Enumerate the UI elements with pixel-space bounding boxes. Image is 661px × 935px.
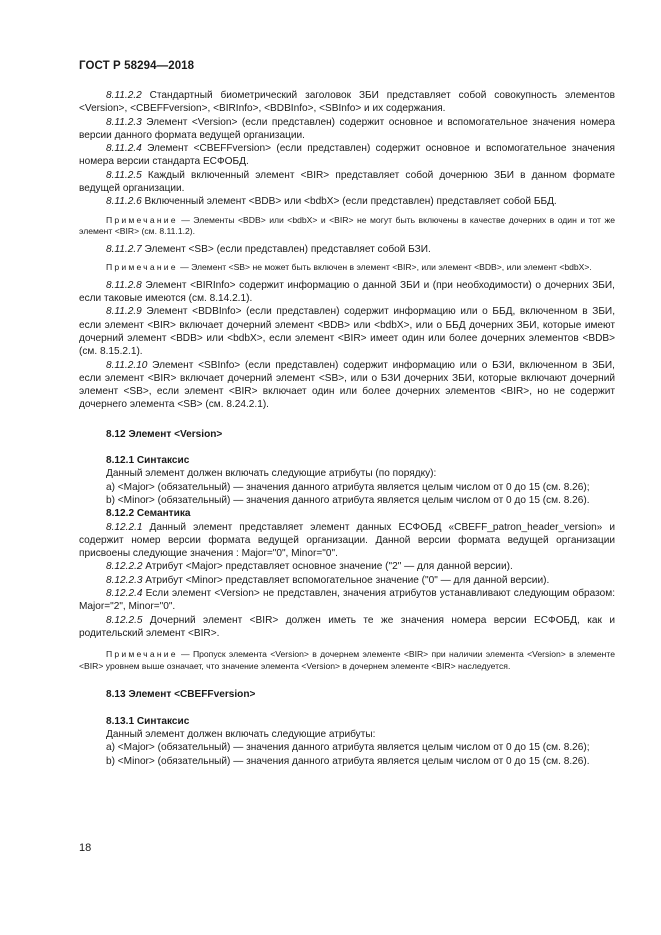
paragraph-8-11-2-3: 8.11.2.3 Элемент <Version> (если представлен) содержит основное и вспомогательное значения номера версии данного формата ведущей организации. [79, 116, 615, 141]
paragraph-8-11-2-8: 8.11.2.8 Элемент <BIRInfo> содержит информацию о данной ЗБИ и (при необходимости) о дочерних ЗБИ, если таковые имеются (см. 8.14.2.1). [79, 279, 615, 305]
section-title-8-13: 8.13 Элемент <CBEFFversion> [106, 689, 256, 701]
note-label: Примечание [106, 649, 178, 660]
page-number: 18 [79, 842, 92, 854]
section-title-8-12: 8.12 Элемент <Version> [106, 428, 223, 440]
paragraph-8-12-2-5: 8.12.2.5 Дочерний элемент <BIR> должен иметь те же значения номера версии ЕСФОБД, как и родительский элемент <BIR>. [79, 614, 615, 639]
subsection-title-8-12-1: 8.12.1 Синтаксис [106, 455, 190, 467]
attribute-minor-8-12: b) <Minor> (обязательный) — значения данного атрибута является целым числом от 0 до 15 (см. 8.26). [106, 494, 590, 506]
syntax-intro-8-12: Данный элемент должен включать следующие атрибуты (по порядку): [106, 468, 437, 480]
document-body [79, 89, 615, 768]
paragraph-8-11-2-6: 8.11.2.6 Включенный элемент <BDB> или <bdbX> (если представлен) представляет собой ББД. [106, 196, 557, 208]
paragraph-8-12-2-2: 8.12.2.2 Атрибут <Major> представляет основное значение ("2" — для данной версии). [106, 561, 513, 573]
subsection-title-8-13-1: 8.13.1 Синтаксис [106, 715, 190, 727]
attribute-major-8-13: a) <Major> (обязательный) — значения данного атрибута является целым числом от 0 до 15 (см. 8.26); [106, 742, 590, 754]
note-1: Примечание — Элементы <BDB> или <bdbX> и <BIR> не могут быть включены в качестве дочерних в один и тот же элемент <BIR> (см. 8.11.1.2). [79, 214, 615, 237]
paragraph-8-11-2-10: 8.11.2.10 Элемент <SBInfo> (если представлен) содержит информацию или о БЗИ, включенном в ЗБИ, если элемент <BIR> включает дочерний элемент <SB>, или о БЗИ дочерних ЗБИ, которые включают дочерний элемент <SB>, если элемент <BIR> включает один или более дочерних элементов <BIR>, но не содержит дочернего элемента <SB> (см. 8.24.2.1). [79, 359, 615, 411]
paragraph-8-11-2-7: 8.11.2.7 Элемент <SB> (если представлен) представляет собой БЗИ. [106, 243, 431, 255]
paragraph-8-11-2-2: 8.11.2.2 Стандартный биометрический заголовок ЗБИ представляет собой совокупность элементов <Version>, <CBEFFversion>, <BIRInfo>, <BDBInfo>, <SBInfo> и их содержания. [79, 90, 615, 115]
note-3: Примечание — Пропуск элемента <Version> в дочернем элементе <BIR> при наличии элемента <Version> в элементе <BIR> уровнем выше означает, что значение элемента <Version> в дочернем элементе <BIR> наследуется. [79, 649, 615, 671]
paragraph-8-12-2-1: 8.12.2.1 Данный элемент представляет элемент данных ЕСФОБД «CBEFF_patron_header_version» и содержит номер версии формата ведущей организации. Данной версии формата ведущей организации присвоены следующие значения : Major="0", Minor="0". [79, 521, 615, 560]
syntax-intro-8-13: Данный элемент должен включать следующие атрибуты: [106, 728, 376, 740]
paragraph-8-12-2-3: 8.12.2.3 Атрибут <Minor> представляет вспомогательное значение ("0" — для данной версии). [106, 574, 550, 586]
subsection-title-8-12-2: 8.12.2 Семантика [106, 508, 191, 520]
note-label: Примечание [106, 214, 178, 225]
attribute-major-8-12: a) <Major> (обязательный) — значения данного атрибута является целым числом от 0 до 15 (см. 8.26); [106, 481, 590, 493]
paragraph-8-11-2-4: 8.11.2.4 Элемент <CBEFFversion> (если представлен) содержит основное и вспомогательное значения номера версии стандарта ЕСФОБД. [79, 143, 615, 168]
paragraph-8-12-2-4: 8.12.2.4 Если элемент <Version> не представлен, значения атрибутов устанавливают следующим образом: Major="2", Minor="0". [79, 587, 615, 613]
note-2: Примечание — Элемент <SB> не может быть включен в элемент <BIR>, или элемент <BDB>, или элемент <bdbX>. [106, 262, 592, 273]
paragraph-8-11-2-5: 8.11.2.5 Каждый включенный элемент <BIR> представляет собой дочернюю ЗБИ в данном формате ведущей организации. [79, 169, 615, 195]
attribute-minor-8-13: b) <Minor> (обязательный) — значения данного атрибута является целым числом от 0 до 15 (см. 8.26). [106, 755, 590, 767]
paragraph-8-11-2-9: 8.11.2.9 Элемент <BDBInfo> (если представлен) содержит информацию или о ББД, включенном в ЗБИ, если элемент <BIR> включает дочерний элемент <BDB> или <bdbX>, или о ББД дочерних ЗБИ, которые имеют дочерний элемент <BDB> или <bdbX>, если элемент <BIR> имеет один или более дочерних элементов <BDB> (см. 8.15.2.1). [79, 306, 615, 358]
document-header: ГОСТ Р 58294—2018 [79, 60, 195, 72]
note-label: Примечание [106, 262, 178, 273]
